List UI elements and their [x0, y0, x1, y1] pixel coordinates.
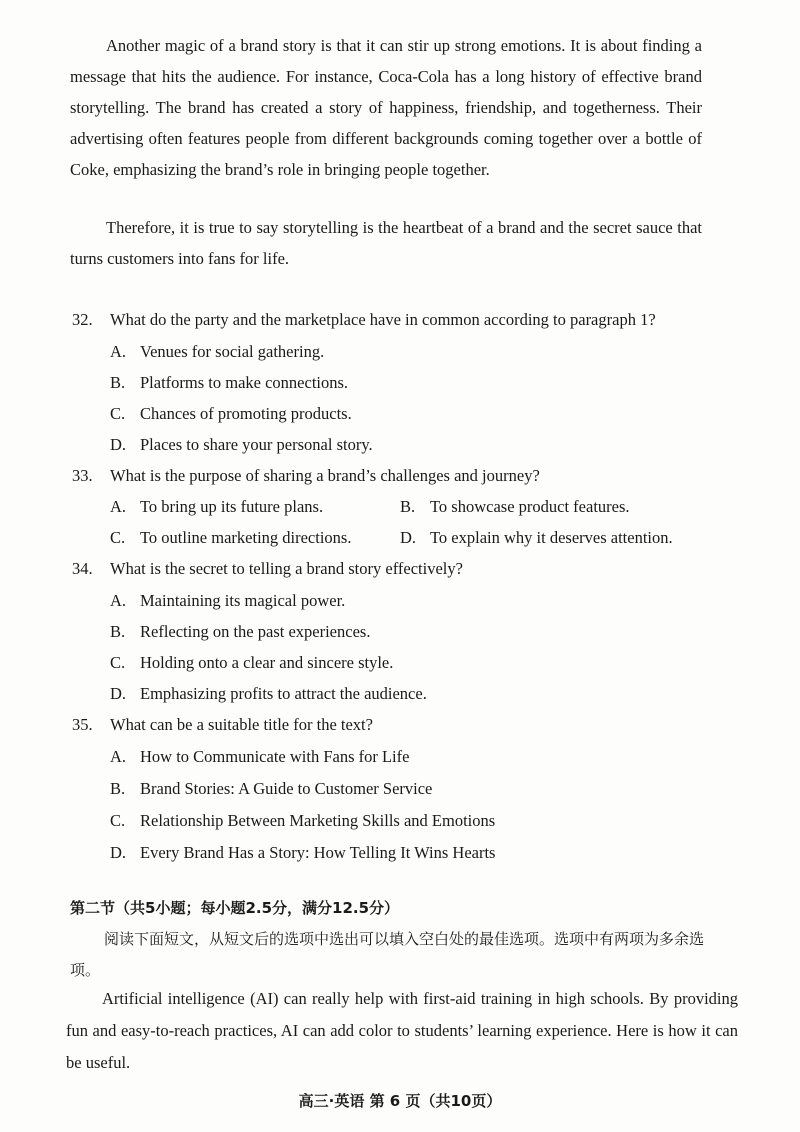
- section-instruction: 阅读下面短文，从短文后的选项中选出可以填入空白处的最佳选项。选项中有两项为多余选项。: [70, 930, 705, 979]
- option-letter: B.: [400, 497, 416, 516]
- question-number: 34.: [72, 559, 93, 578]
- option-33-c[interactable]: [110, 527, 351, 549]
- paragraph-coca-cola: Another magic of a brand story is that it can stir up strong emotions. It is about finding a message that hits the audience. For instance, Coca-Cola has a long history of effective brand storytelling. The brand has created a story of happiness, friendship, and togetherness. Their advertising often features people from different backgrounds coming together over a bottle of Coke, emphasizing the brand’s role in bringing people together.: [70, 36, 702, 179]
- page-footer: 高三·英语 第 6 页（共10页）: [298, 1092, 502, 1110]
- option-letter: B.: [110, 779, 126, 798]
- option-letter: C.: [110, 653, 126, 672]
- option-text: Every Brand Has a Story: How Telling It Wins Hearts: [140, 843, 496, 862]
- question-32: [72, 309, 712, 331]
- paragraph-ai-intro: Artificial intelligence (AI) can really help with first-aid training in high schools. By providing fun and easy-to-reach practices, AI can add color to students’ learning experience. Here is how it can be useful.: [66, 989, 738, 1072]
- question-text: What can be a suitable title for the text?: [110, 715, 373, 734]
- question-text: What is the purpose of sharing a brand’s challenges and journey?: [110, 466, 540, 485]
- option-32-c[interactable]: [110, 403, 352, 425]
- question-number: 35.: [72, 715, 93, 734]
- section-heading: 第二节（共5小题；每小题2.5分，满分12.5分）: [70, 899, 400, 917]
- option-text: To bring up its future plans.: [140, 497, 324, 516]
- option-letter: C.: [110, 404, 126, 423]
- option-34-b[interactable]: [110, 621, 370, 643]
- question-text: What is the secret to telling a brand story effectively?: [110, 559, 463, 578]
- option-33-b[interactable]: [400, 496, 630, 518]
- option-text: Chances of promoting products.: [140, 404, 352, 423]
- question-text: What do the party and the marketplace have in common according to paragraph 1?: [110, 310, 656, 329]
- question-number: 33.: [72, 466, 93, 485]
- option-letter: A.: [110, 747, 127, 766]
- option-text: Venues for social gathering.: [140, 342, 325, 361]
- option-text: To showcase product features.: [430, 497, 630, 516]
- option-text: Places to share your personal story.: [140, 435, 373, 454]
- question-33: [72, 465, 712, 487]
- option-letter: D.: [110, 435, 127, 454]
- option-letter: D.: [400, 528, 417, 547]
- option-text: Holding onto a clear and sincere style.: [140, 653, 394, 672]
- option-35-c[interactable]: [110, 810, 495, 832]
- option-33-a[interactable]: [110, 496, 323, 518]
- option-34-a[interactable]: [110, 590, 345, 612]
- option-34-d[interactable]: [110, 683, 427, 705]
- option-text: How to Communicate with Fans for Life: [140, 747, 410, 766]
- option-letter: C.: [110, 811, 126, 830]
- option-letter: C.: [110, 528, 126, 547]
- question-34: [72, 558, 712, 580]
- question-number: 32.: [72, 310, 93, 329]
- option-34-c[interactable]: [110, 652, 393, 674]
- option-35-d[interactable]: [110, 842, 495, 864]
- option-text: Platforms to make connections.: [140, 373, 349, 392]
- option-letter: D.: [110, 843, 127, 862]
- option-text: Relationship Between Marketing Skills and Emotions: [140, 811, 496, 830]
- option-text: To explain why it deserves attention.: [430, 528, 673, 547]
- option-letter: A.: [110, 342, 127, 361]
- option-text: To outline marketing directions.: [140, 528, 352, 547]
- option-35-a[interactable]: [110, 746, 409, 768]
- option-letter: B.: [110, 622, 126, 641]
- option-text: Emphasizing profits to attract the audience.: [140, 684, 427, 703]
- option-text: Brand Stories: A Guide to Customer Service: [140, 779, 433, 798]
- option-letter: D.: [110, 684, 127, 703]
- option-letter: A.: [110, 497, 127, 516]
- option-33-d[interactable]: [400, 527, 673, 549]
- paragraph-conclusion: Therefore, it is true to say storytelling is the heartbeat of a brand and the secret sauce that turns customers into fans for life.: [70, 218, 702, 268]
- question-35: [72, 714, 712, 736]
- option-35-b[interactable]: [110, 778, 432, 800]
- option-32-b[interactable]: [110, 372, 348, 394]
- option-letter: A.: [110, 591, 127, 610]
- option-text: Maintaining its magical power.: [140, 591, 346, 610]
- option-32-d[interactable]: [110, 434, 373, 456]
- option-32-a[interactable]: [110, 341, 324, 363]
- option-letter: B.: [110, 373, 126, 392]
- option-text: Reflecting on the past experiences.: [140, 622, 371, 641]
